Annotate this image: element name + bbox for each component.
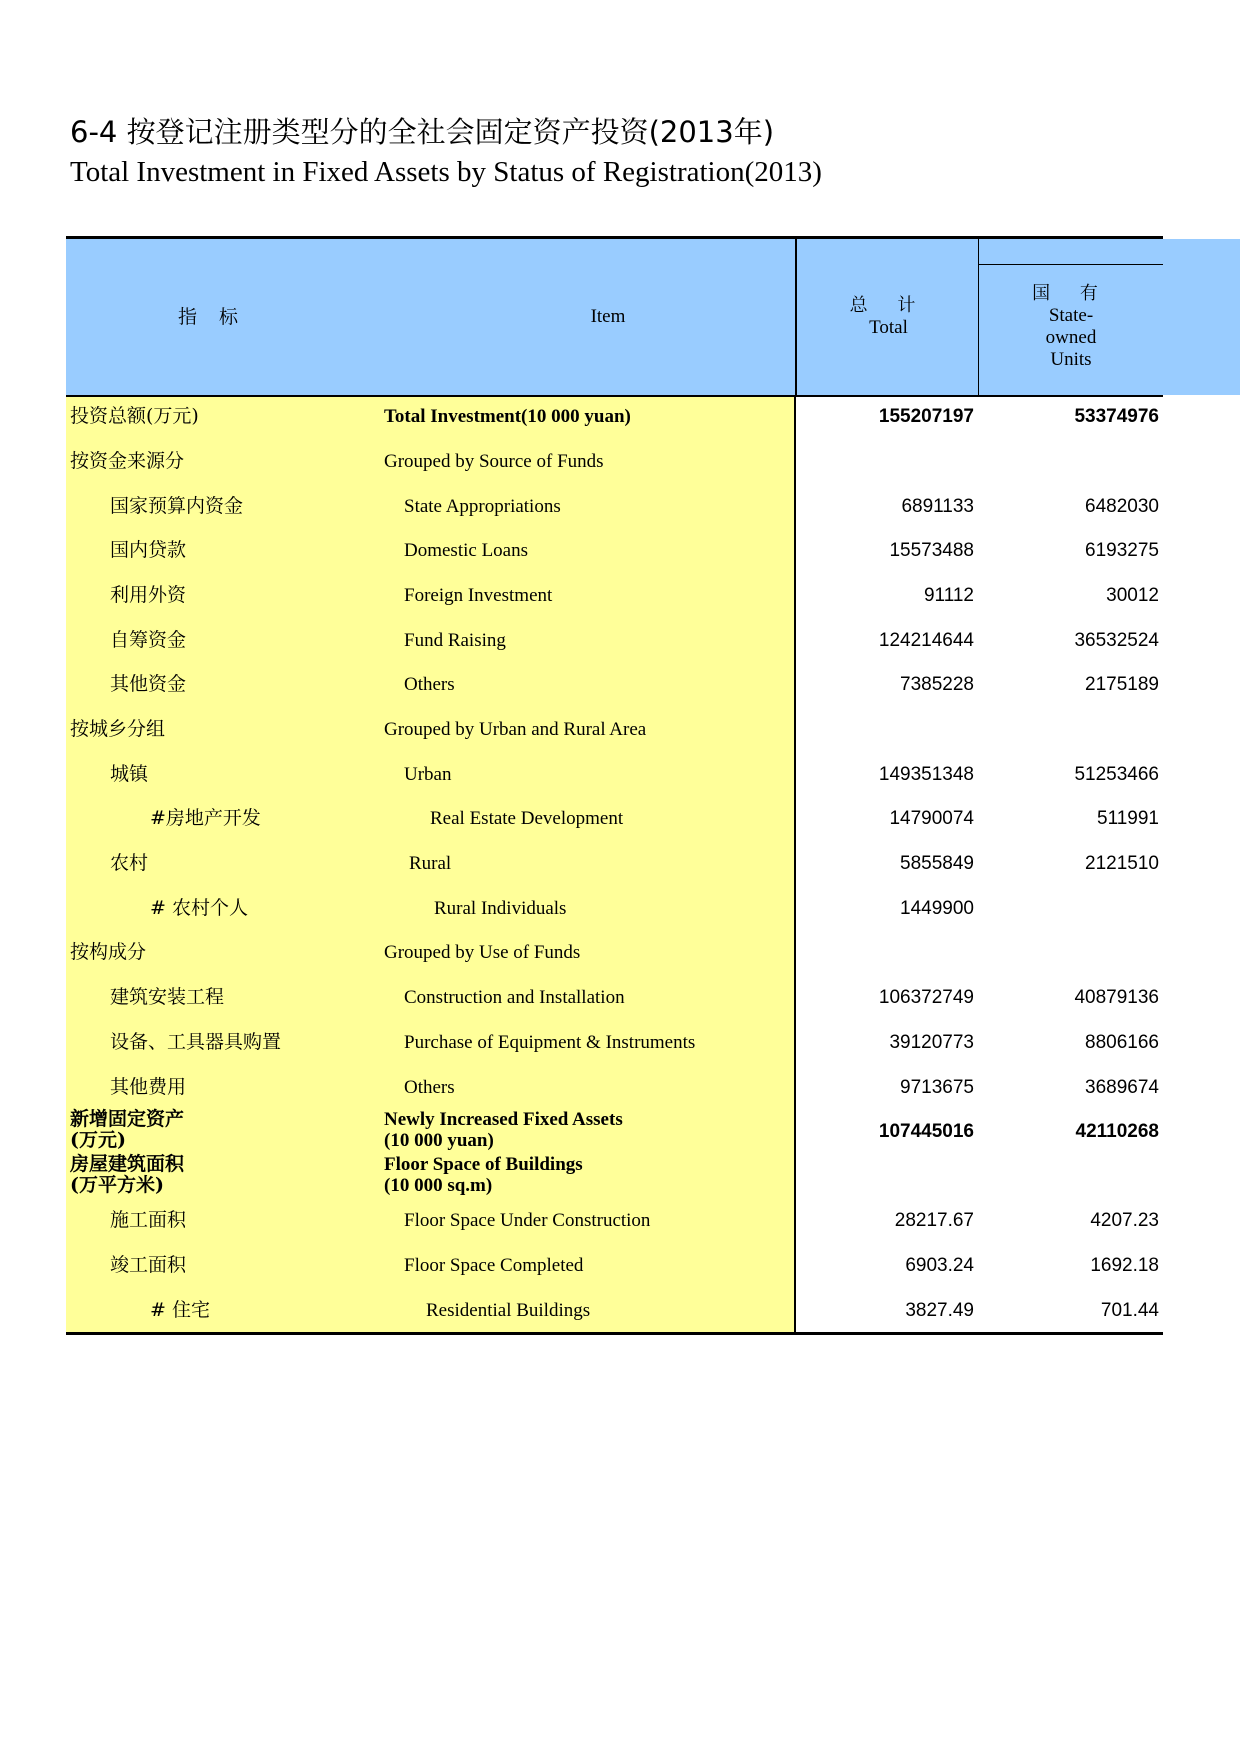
row-label-en: Newly Increased Fixed Assets [384, 1109, 623, 1130]
row-value-total: 5855849 [900, 853, 974, 874]
row-label-cn: 投资总额(万元) [70, 405, 199, 427]
row-value-total: 15573488 [889, 540, 974, 561]
row-label-cn: 房屋建筑面积 [70, 1153, 185, 1175]
row-label-en: Foreign Investment [404, 585, 553, 606]
row-label-en: Grouped by Urban and Rural Area [384, 719, 647, 740]
row-label-cn: 按构成分 [70, 941, 147, 963]
row-label-cn-unit: (万元) [70, 1129, 126, 1151]
row-value-state: 3689674 [1085, 1077, 1159, 1098]
row-label-en: Others [404, 1077, 455, 1098]
row-label-en: Total Investment(10 000 yuan) [384, 406, 631, 427]
row-label-cn: 建筑安装工程 [110, 986, 225, 1008]
header-state-en-2: owned [1045, 327, 1097, 348]
header-indicator: 指 标 [177, 306, 247, 328]
row-label-en: Urban [404, 764, 452, 785]
row-value-state: 40879136 [1074, 987, 1159, 1008]
row-label-en: Floor Space Under Construction [404, 1210, 651, 1231]
row-value-state: 42110268 [1075, 1121, 1159, 1142]
row-label-cn: 其他费用 [110, 1076, 187, 1098]
row-label-cn: 国家预算内资金 [110, 495, 244, 517]
row-value-total: 39120773 [889, 1032, 974, 1053]
row-value-state: 30012 [1106, 585, 1159, 606]
row-value-total: 124214644 [878, 630, 974, 651]
row-label-en: Real Estate Development [430, 808, 624, 829]
row-value-state: 1692.18 [1090, 1255, 1159, 1276]
table-header [66, 239, 1240, 395]
row-label-cn: 利用外资 [110, 584, 187, 606]
row-label-en: Domestic Loans [404, 540, 529, 561]
header-state-en-1: State- [1048, 305, 1094, 326]
header-state-owned [978, 239, 1163, 395]
row-value-state: 6482030 [1085, 496, 1159, 517]
row-label-en: Others [404, 674, 455, 695]
header-total-cn: 总 计 [849, 295, 928, 316]
table-bottom-rule [66, 1332, 1163, 1335]
row-label-en: Floor Space Completed [404, 1255, 584, 1276]
row-value-total: 9713675 [900, 1077, 974, 1098]
row-label-cn: # 住宅 [150, 1299, 210, 1321]
row-value-state: 53374976 [1074, 406, 1159, 427]
row-label-cn: # 农村个人 [150, 897, 248, 919]
row-label-cn: 按资金来源分 [70, 450, 185, 472]
row-value-total: 28217.67 [894, 1210, 974, 1231]
row-label-cn: #房地产开发 [150, 807, 261, 829]
row-value-state: 511991 [1097, 808, 1159, 829]
row-label-cn: 自筹资金 [110, 629, 187, 651]
row-value-total: 106372749 [878, 987, 974, 1008]
row-value-total: 107445016 [878, 1121, 974, 1142]
page-title-en: Total Investment in Fixed Assets by Status of Registration(2013) [70, 156, 822, 188]
row-value-total: 3827.49 [905, 1300, 974, 1321]
row-label-en: Construction and Installation [404, 987, 625, 1008]
row-value-total: 7385228 [900, 674, 974, 695]
header-total [795, 239, 980, 395]
header-total-en: Total [869, 317, 908, 338]
row-label-cn: 按城乡分组 [70, 718, 166, 740]
row-value-total: 1449900 [900, 898, 974, 919]
row-value-total: 149351348 [878, 764, 974, 785]
row-label-cn-unit: (万平方米) [70, 1174, 164, 1196]
row-label-cn: 竣工面积 [110, 1254, 187, 1276]
row-label-en: Purchase of Equipment & Instruments [404, 1032, 696, 1053]
row-label-en: Rural [409, 853, 452, 874]
row-label-en: Rural Individuals [434, 898, 567, 919]
row-value-state: 8806166 [1085, 1032, 1159, 1053]
row-label-en: Grouped by Use of Funds [384, 942, 581, 963]
row-label-cn: 城镇 [110, 763, 149, 785]
row-label-cn: 设备、工具器具购置 [110, 1031, 282, 1053]
row-value-state: 6193275 [1085, 540, 1159, 561]
row-label-en: Fund Raising [404, 630, 506, 651]
row-label-cn: 施工面积 [110, 1209, 187, 1231]
header-item: Item [590, 306, 626, 327]
row-value-state: 2175189 [1085, 674, 1159, 695]
page-title-cn: 6-4 按登记注册类型分的全社会固定资产投资(2013年) [70, 115, 775, 149]
row-value-state: 51253466 [1074, 764, 1159, 785]
row-label-cn: 国内贷款 [110, 539, 187, 561]
row-label-en: Floor Space of Buildings [384, 1154, 583, 1175]
row-label-en: Grouped by Source of Funds [384, 451, 604, 472]
row-value-state: 4207.23 [1090, 1210, 1159, 1231]
row-value-total: 155207197 [878, 406, 974, 427]
row-label-en: State Appropriations [404, 496, 561, 517]
header-state-cn: 国 有 [1032, 283, 1110, 304]
row-value-total: 6891133 [901, 496, 974, 517]
row-value-state: 36532524 [1074, 630, 1159, 651]
row-value-state: 701.44 [1100, 1300, 1159, 1321]
row-label-en: Residential Buildings [426, 1300, 591, 1321]
row-value-state: 2121510 [1085, 853, 1159, 874]
row-value-total: 14790074 [889, 808, 974, 829]
row-value-total: 6903.24 [905, 1255, 974, 1276]
header-state-en-3: Units [1050, 349, 1092, 370]
row-label-cn: 农村 [110, 852, 149, 874]
row-label-en-unit: (10 000 sq.m) [384, 1175, 493, 1196]
row-label-cn: 其他资金 [110, 673, 187, 695]
row-label-cn: 新增固定资产 [70, 1108, 185, 1130]
row-label-en-unit: (10 000 yuan) [384, 1130, 494, 1151]
row-value-total: 91112 [923, 585, 974, 606]
